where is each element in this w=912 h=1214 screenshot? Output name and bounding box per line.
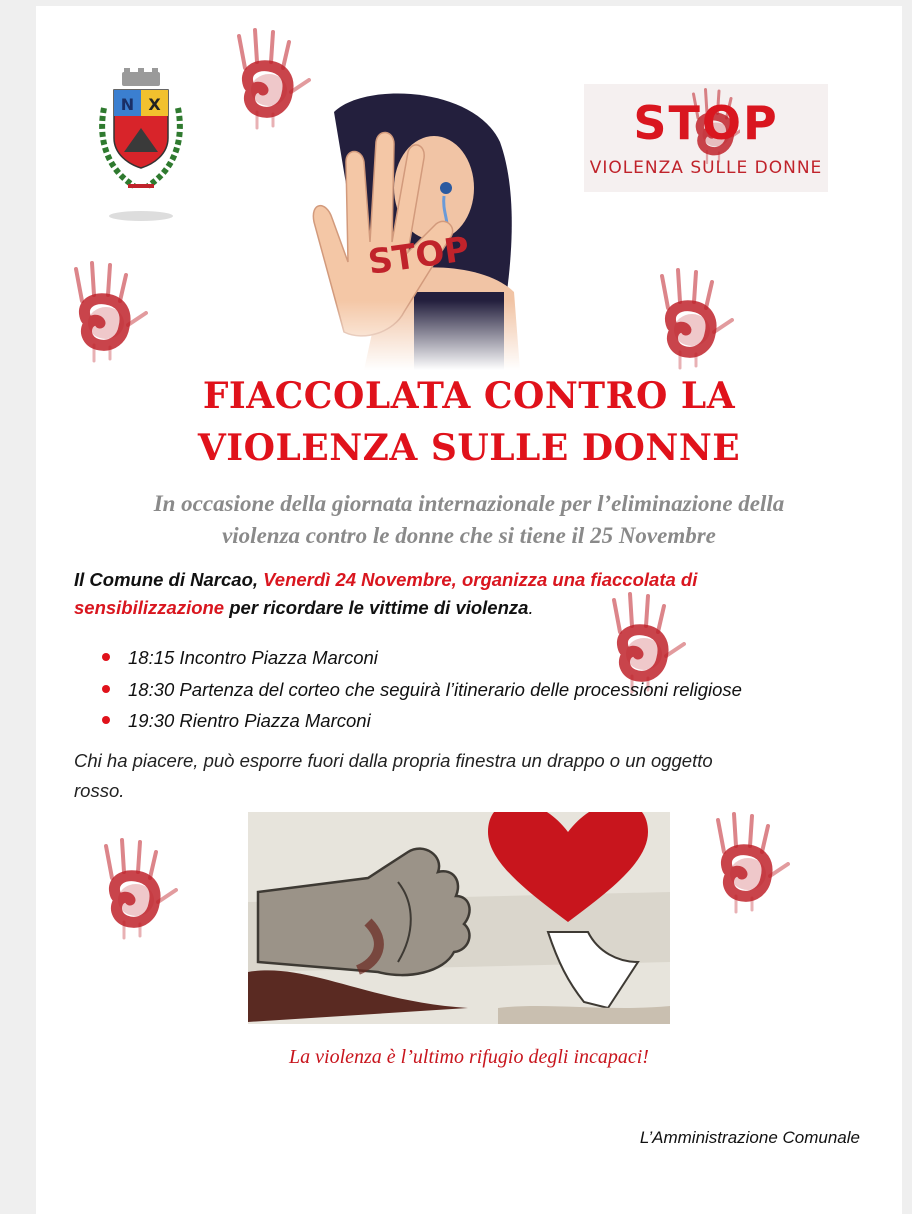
closing-paragraph: Chi ha piacere, può esporre fuori dalla propria finestra un drappo o un oggetto rosso. bbox=[74, 750, 713, 801]
woman-stop-illustration bbox=[304, 92, 526, 370]
intro-paragraph bbox=[74, 566, 834, 622]
intro-period: . bbox=[528, 597, 534, 618]
intro-purpose: per ricordare le vittime di violenza bbox=[224, 597, 529, 618]
svg-text:X: X bbox=[148, 95, 161, 114]
bullet-icon bbox=[102, 716, 110, 724]
handprint-decoration bbox=[221, 28, 317, 140]
intro-date-highlight: Venerdì 24 Novembre, organizza una fiaccolata di bbox=[258, 569, 698, 590]
handprint-decoration bbox=[58, 261, 154, 373]
coat-of-arms-logo bbox=[94, 68, 188, 228]
poster bbox=[36, 6, 902, 1214]
stop-logo-subtitle: VIOLENZA SULLE DONNE bbox=[589, 158, 823, 178]
intro-municipality: Il Comune di Narcao, bbox=[74, 569, 259, 590]
stop-logo-text: STOP bbox=[633, 96, 779, 150]
list-item: 18:15 Incontro Piazza Marconi bbox=[96, 642, 876, 674]
fist-heart-illustration bbox=[248, 812, 670, 1024]
handprint-decoration bbox=[644, 268, 740, 380]
list-item: 19:30 Rientro Piazza Marconi bbox=[96, 705, 876, 737]
intro-awareness-highlight: sensibilizzazione bbox=[74, 597, 225, 618]
bullet-icon bbox=[102, 653, 110, 661]
event-schedule-list bbox=[96, 642, 876, 737]
list-item: 18:30 Partenza del corteo che seguirà l’itinerario delle processioni religiose bbox=[96, 674, 876, 706]
page-title-line-2: VIOLENZA SULLE DONNE bbox=[197, 427, 741, 469]
stop-violence-logo bbox=[584, 84, 828, 192]
page-title-line-1: FIACCOLATA CONTRO LA bbox=[202, 375, 736, 417]
bullet-icon bbox=[102, 685, 110, 693]
signature: L’Amministrazione Comunale bbox=[639, 1128, 860, 1147]
handprint-decoration bbox=[88, 838, 184, 950]
closing-quote: La violenza è l’ultimo rifugio degli incapaci! bbox=[289, 1046, 649, 1068]
subtitle-line-1: In occasione della giornata internazionale per l’eliminazione della bbox=[153, 491, 785, 516]
subtitle-line-2: violenza contro le donne che si tiene il 25 Novembre bbox=[222, 523, 716, 548]
svg-text:N: N bbox=[120, 95, 135, 114]
handprint-decoration bbox=[700, 812, 796, 924]
